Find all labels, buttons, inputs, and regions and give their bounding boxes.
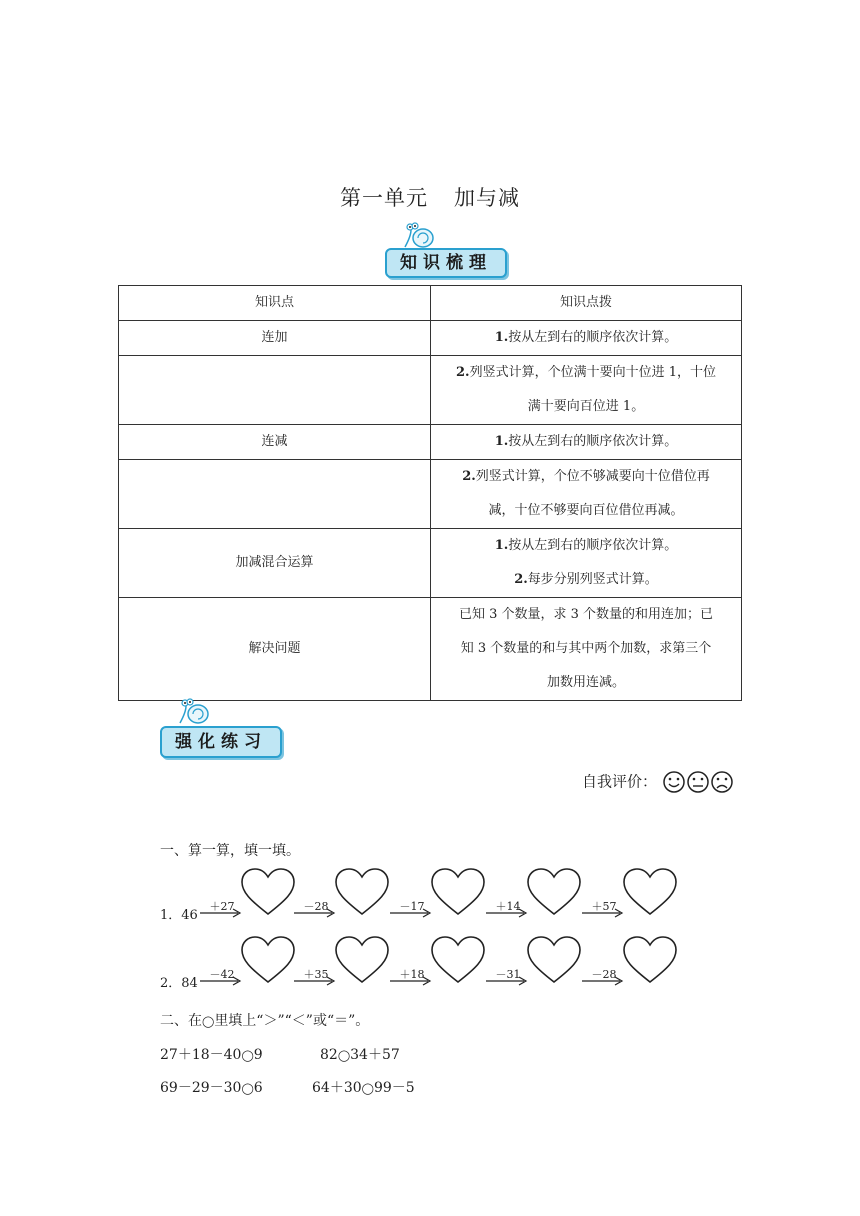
- table-row: [119, 425, 742, 460]
- table-row: [119, 321, 742, 356]
- table-cell-topic: 连加: [119, 321, 431, 356]
- compare-right: 34＋57: [350, 1047, 400, 1063]
- operation-label: ＋18: [399, 968, 425, 981]
- operation-label: －17: [399, 900, 425, 913]
- table-cell-tip: [431, 598, 742, 701]
- unit-label: 第一单元: [340, 186, 428, 210]
- compare-left: 27＋18－40: [160, 1047, 242, 1063]
- knowledge-table: [118, 285, 742, 701]
- answer-circle[interactable]: ◯: [337, 1049, 351, 1062]
- table-cell-tip: [431, 529, 742, 598]
- table-cell-topic: 加减混合运算: [119, 529, 431, 598]
- compare-left: 82: [320, 1047, 338, 1063]
- table-cell-tip: [431, 321, 742, 356]
- tip-text: 每步分别列竖式计算。: [527, 572, 658, 587]
- tip-number: 1.: [494, 330, 509, 345]
- circle-icon: ◯: [202, 1015, 215, 1028]
- tip-text: 满十要向百位进 1。: [527, 399, 645, 414]
- unit-topic: 加与减: [454, 186, 520, 210]
- arrow-icon: [294, 966, 338, 988]
- table-cell-topic: 连减: [119, 425, 431, 460]
- chain-row-2: [0, 934, 860, 994]
- table-row: [119, 529, 742, 598]
- arrow-icon: [486, 898, 530, 920]
- knowledge-badge: [383, 222, 509, 282]
- operation-label: －42: [209, 968, 235, 981]
- page-title: [0, 182, 860, 212]
- table-row: [119, 356, 742, 425]
- table-row: [119, 598, 742, 701]
- answer-circle[interactable]: ◯: [241, 1082, 254, 1095]
- table-cell-tip: [431, 356, 742, 425]
- table-header: 知识点拨: [431, 286, 742, 321]
- tip-number: 2.: [514, 572, 528, 587]
- snail-icon: [176, 698, 216, 726]
- compare-right: 99－5: [373, 1080, 415, 1096]
- operation-label: －31: [495, 968, 521, 981]
- table-cell-topic: [119, 460, 431, 529]
- table-cell-topic: 解决问题: [119, 598, 431, 701]
- tip-text: 列竖式计算，个位不够减要向十位借位再: [475, 469, 710, 484]
- table-cell-tip: [431, 460, 742, 529]
- heart-answer-box[interactable]: [430, 936, 486, 984]
- neutral-icon[interactable]: [688, 772, 708, 792]
- tip-text: 列竖式计算，个位满十要向十位进 1，十位: [469, 365, 716, 380]
- tip-text: 减，十位不够要向百位借位再减。: [488, 503, 684, 518]
- tip-number: 1.: [494, 538, 509, 553]
- tip-text: 按从左到右的顺序依次计算。: [508, 538, 678, 553]
- compare-item: [160, 1077, 263, 1097]
- tip-number: 2.: [456, 365, 470, 380]
- table-row: [119, 460, 742, 529]
- heart-answer-box[interactable]: [240, 936, 296, 984]
- answer-circle[interactable]: ◯: [241, 1049, 254, 1062]
- arrow-icon: [294, 898, 338, 920]
- tip-number: 1.: [494, 434, 509, 449]
- table-cell-topic: [119, 356, 431, 425]
- compare-left: 64＋30: [312, 1080, 362, 1096]
- compare-left: 69－29－30: [160, 1080, 242, 1096]
- practice-badge-label: 强化练习: [160, 726, 282, 758]
- compare-item: [160, 1044, 263, 1064]
- arrow-icon: [582, 966, 626, 988]
- table-cell-tip: [431, 425, 742, 460]
- table-header: 知识点: [119, 286, 431, 321]
- heart-answer-box[interactable]: [622, 936, 678, 984]
- arrow-icon: [486, 966, 530, 988]
- chain-start: 2．84: [160, 976, 198, 991]
- table-header-row: [119, 286, 742, 321]
- operation-label: ＋27: [209, 900, 235, 913]
- tip-number: 2.: [462, 469, 476, 484]
- compare-right: 9: [253, 1047, 263, 1063]
- section1-heading: 一、算一算，填一填。: [160, 843, 300, 859]
- tip-text: 已知 3 个数量，求 3 个数量的和用连加；已: [458, 607, 714, 622]
- heart-answer-box[interactable]: [334, 936, 390, 984]
- arrow-icon: [200, 898, 244, 920]
- section2-heading-post: 里填上“＞”“＜”或“＝”。: [214, 1013, 370, 1029]
- operation-label: ＋35: [303, 968, 329, 981]
- heart-answer-box[interactable]: [622, 868, 678, 916]
- tip-text: 按从左到右的顺序依次计算。: [508, 434, 678, 449]
- answer-circle[interactable]: ◯: [361, 1082, 374, 1095]
- knowledge-badge-label: 知识梳理: [385, 248, 507, 278]
- smile-icon[interactable]: [664, 772, 684, 792]
- heart-answer-box[interactable]: [526, 936, 582, 984]
- compare-item: [312, 1077, 415, 1097]
- compare-item: [320, 1044, 400, 1064]
- practice-badge: [158, 698, 284, 762]
- face-icons: [662, 770, 734, 794]
- snail-icon: [401, 222, 441, 250]
- chain-row-1: [0, 866, 860, 926]
- tip-text: 按从左到右的顺序依次计算。: [508, 330, 678, 345]
- heart-answer-box[interactable]: [240, 868, 296, 916]
- heart-answer-box[interactable]: [526, 868, 582, 916]
- operation-label: －28: [591, 968, 617, 981]
- arrow-icon: [582, 898, 626, 920]
- arrow-icon: [390, 898, 434, 920]
- compare-right: 6: [253, 1080, 263, 1096]
- section2-heading: [160, 1010, 369, 1030]
- arrow-icon: [390, 966, 434, 988]
- tip-text: 知 3 个数量的和与其中两个加数，求第三个: [460, 641, 712, 656]
- operation-label: ＋14: [495, 900, 521, 913]
- heart-answer-box[interactable]: [430, 868, 486, 916]
- operation-label: －28: [303, 900, 329, 913]
- self-evaluation: [582, 770, 734, 794]
- self-eval-label: 自我评价：: [582, 772, 658, 791]
- arrow-icon: [200, 966, 244, 988]
- tip-text: 加数用连减。: [546, 675, 625, 690]
- heart-answer-box[interactable]: [334, 868, 390, 916]
- section2-heading-pre: 二、在: [160, 1013, 202, 1029]
- sad-icon[interactable]: [712, 772, 732, 792]
- operation-label: ＋57: [591, 900, 617, 913]
- chain-start: 1．46: [160, 908, 198, 923]
